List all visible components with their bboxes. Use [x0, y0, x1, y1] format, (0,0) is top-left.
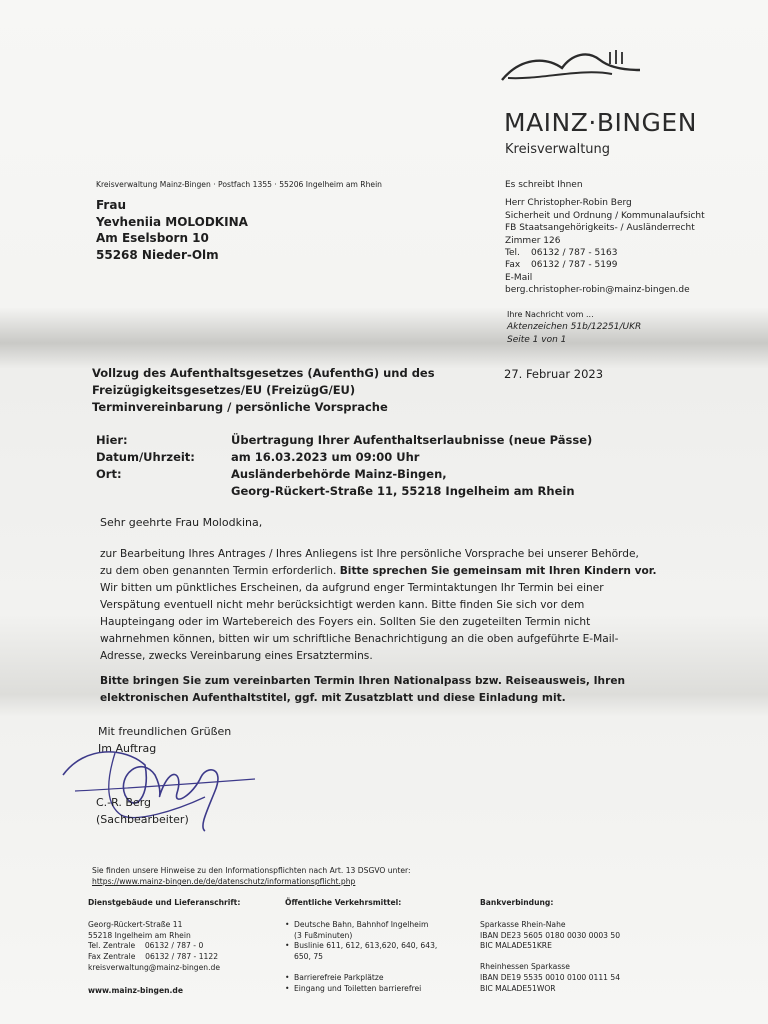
closing-im-auftrag: Im Auftrag: [98, 742, 157, 755]
hills-logo-icon: [500, 40, 700, 90]
contact-block: [505, 179, 705, 297]
paragraph-1: zur Bearbeitung Ihres Antrages / Ihres Anliegens ist Ihre persönliche Vorsprache bei unserer Behörde, zu dem oben genannten Termin erforderlich. Bitte sprechen Sie gemeinsam mit Ihren Kindern vor. Wir bitten um pünktliches Erscheinen, da aufgrund enger Termintaktungen Ihr Termin bei einer Verspätung eventuell nicht mehr berücksichtigt werden kann. Bitte finden Sie sich vor dem Haupteingang oder im Wartebereich des Foyers ein. Sollten Sie den zugeteilten Termin nicht wahrnehmen können, bitten wir um schriftliche Benachrichtigung an die oben aufgeführte E-Mail- Adresse, zwecks Vereinbarung eines Ersatztermins.: [100, 548, 657, 662]
ort-label: Ort:: [96, 467, 122, 481]
privacy-note: Sie finden unsere Hinweise zu den Informationspflichten nach Art. 13 DSGVO unter:: [92, 866, 411, 875]
hier-value: Übertragung Ihrer Aufenthaltserlaubnisse (neue Pässe): [231, 433, 593, 447]
contact-room: Zimmer 126: [505, 235, 561, 246]
letter-date: 27. Februar 2023: [504, 367, 604, 381]
footer-col-transport: Öffentliche Verkehrsmittel: • Deutsche Bahn, Bahnhof Ingelheim (3 Fußminuten) • Buslinie 611, 612, 613,620, 640, 643, 650, 75 • Barrierefreie Parkplätze • Eingang und Toiletten barrierefrei: [285, 898, 438, 993]
contact-email: berg.christopher-robin@mainz-bingen.de: [505, 285, 690, 296]
ort-value: Ausländerbehörde Mainz-Bingen,: [231, 467, 447, 481]
contact-tel: Tel. 06132 / 787 - 5163: [505, 248, 618, 259]
recipient-address: [96, 197, 248, 263]
recipient-street: Am Eselsborn 10: [96, 231, 209, 245]
sender-line: Kreisverwaltung Mainz-Bingen · Postfach 1355 · 55206 Ingelheim am Rhein: [96, 180, 382, 189]
footer-email[interactable]: kreisverwaltung@mainz-bingen.de: [88, 962, 221, 972]
contact-email-label: E-Mail: [505, 272, 533, 283]
signer-name: C.-R. Berg: [96, 796, 152, 809]
file-number: Aktenzeichen 51b/12251/UKR: [507, 322, 642, 333]
your-message: Ihre Nachricht vom ...: [507, 310, 594, 319]
ort-value-2: Georg-Rückert-Straße 11, 55218 Ingelheim am Rhein: [231, 484, 575, 498]
footer-website[interactable]: www.mainz-bingen.de: [88, 985, 183, 995]
appointment-details: [96, 432, 656, 500]
recipient-city: 55268 Nieder-Olm: [96, 247, 219, 262]
datum-label: Datum/Uhrzeit:: [96, 450, 195, 464]
closing-regards: Mit freundlichen Grüßen: [98, 725, 232, 738]
hier-label: Hier:: [96, 433, 128, 447]
brand-subtitle: Kreisverwaltung: [505, 142, 611, 157]
contact-dept2: FB Staatsangehörigkeits- / Ausländerrecht: [505, 223, 695, 234]
signer-role: (Sachbearbeiter): [96, 813, 189, 826]
recipient-name: Yevheniia MOLODKINA: [96, 214, 248, 229]
datum-value: am 16.03.2023 um 09:00 Uhr: [231, 450, 420, 464]
recipient-salutation: Frau: [96, 198, 126, 212]
contact-dept1: Sicherheit und Ordnung / Kommunalaufsicht: [505, 210, 705, 221]
page-number: Seite 1 von 1: [507, 334, 567, 345]
contact-fax: Fax 06132 / 787 - 5199: [505, 260, 618, 271]
reference-block: [507, 309, 641, 346]
subject: Vollzug des Aufenthaltsgesetzes (AufenthG) und des Freizügigkeitsgesetzes/EU (FreizügG/EU) Terminvereinbarung / persönliche Vorsprache: [92, 366, 435, 414]
brand-name: MAINZ·BINGEN: [504, 108, 697, 137]
contact-intro: Es schreibt Ihnen: [505, 180, 583, 190]
paragraph-2: Bitte bringen Sie zum vereinbarten Termin Ihren Nationalpass bzw. Reiseausweis, Ihren elektronischen Aufenthaltstitel, ggf. mit Zusatzblatt und diese Einladung mit.: [100, 675, 626, 704]
contact-name: Herr Christopher-Robin Berg: [505, 198, 632, 209]
footer-col-address: Dienstgebäude und Lieferanschrift: Georg-Rückert-Straße 11 55218 Ingelheim am Rhein Tel. Zentrale 06132 / 787 - 0 Fax Zentrale 06132 / 787 - 1122 kreisverwaltung@mainz-bingen.de www.mainz-bingen.de: [88, 898, 278, 997]
greeting: Sehr geehrte Frau Molodkina,: [100, 516, 263, 529]
logo: [500, 40, 700, 100]
privacy-link[interactable]: https://www.mainz-bingen.de/de/datenschutz/informationspflicht.php: [92, 877, 356, 886]
footer-col-bank: Bankverbindung: Sparkasse Rhein-Nahe IBAN DE23 5605 0180 0030 0003 50 BIC MALADE51KRE Rheinhessen Sparkasse IBAN DE19 5535 0010 0100 0111 54 BIC MALADE51WOR: [480, 898, 621, 993]
